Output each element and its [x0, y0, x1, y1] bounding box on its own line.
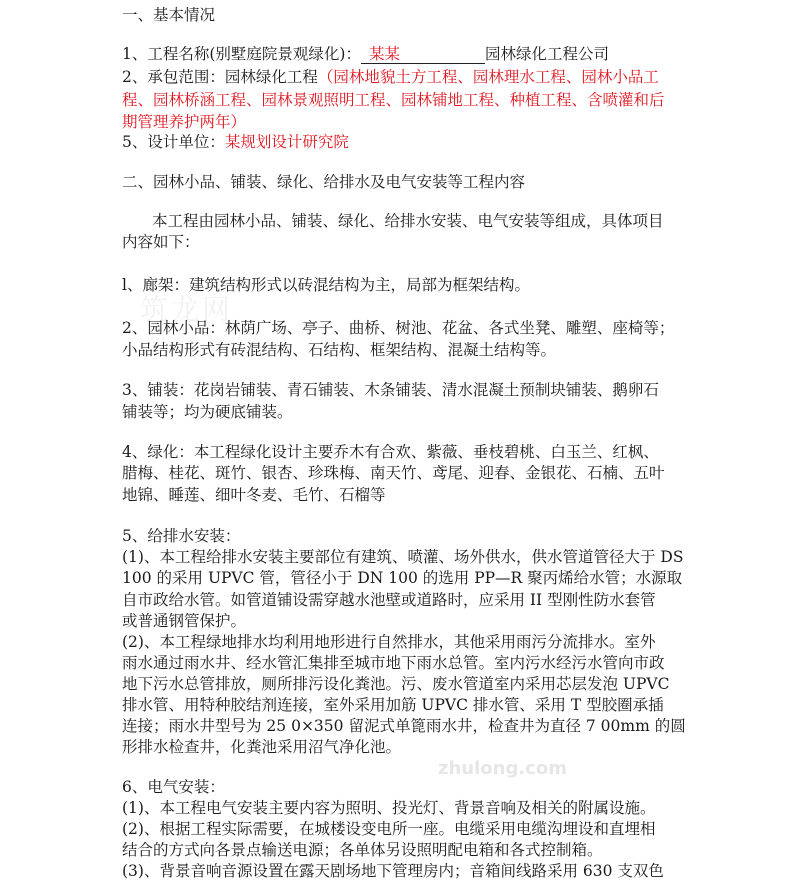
project-name-line	[122, 44, 609, 64]
design-unit-label: 5、设计单位：	[122, 133, 225, 151]
item-garden-features-2: 小品结构形式有砖混结构、石结构、框架结构、混凝土结构等。	[122, 341, 557, 359]
item-electrical-title: 6、电气安装：	[122, 778, 225, 796]
scope-text-1: （园林地貌土方工程、园林理水工程、园林小品工	[317, 68, 659, 86]
watermark-top: 筑龙网	[140, 293, 234, 326]
design-unit-line	[122, 132, 349, 152]
scope-label: 2、承包范围：园林绿化工程	[122, 68, 318, 86]
item-greening-3: 地锦、睡莲、细叶冬麦、毛竹、石榴等	[122, 486, 386, 504]
item-plumbing-line-7: 地下污水总管排放，厕所排污设化粪池。污、废水管道室内采用芯层发泡 UPVC	[122, 675, 670, 693]
scope-line-2: 程、园林桥涵工程、园林景观照明工程、园林铺地工程、种植工程、含喷灌和后	[122, 91, 665, 109]
item-greening-1: 4、绿化：本工程绿化设计主要乔木有合欢、紫薇、垂枝碧桃、白玉兰、红枫、	[122, 443, 659, 461]
item-electrical-line-1: (1)、本工程电气安装主要内容为照明、投光灯、背景音响及相关的附属设施。	[122, 799, 656, 817]
project-name-value: 某某	[361, 46, 485, 64]
item-electrical-line-3: 结合的方式向各景点输送电源；各单体另设照明配电箱和各式控制箱。	[122, 841, 603, 859]
intro-line-1: 本工程由园林小品、铺装、绿化、给排水安装、电气安装等组成，具体项目	[152, 212, 664, 230]
watermark-bottom: zhulong.com	[438, 758, 567, 779]
design-unit-value: 某规划设计研究院	[224, 133, 349, 151]
item-garden-features-1: 2、园林小品：林荫广场、亭子、曲桥、树池、花盆、各式坐凳、雕塑、座椅等；	[122, 319, 675, 337]
item-electrical-line-2: (2)、根据工程实际需要，在城楼设变电所一座。电缆采用电缆沟埋设和直埋相	[122, 820, 656, 838]
item-electrical-line-4: (3)、背景音响音源设置在露天剧场地下管理房内；音箱间线路采用 630 支双色	[122, 862, 664, 880]
item-plumbing-line-3: 自市政给水管。如管道铺设需穿越水池壁或道路时，应采用 II 型刚性防水套管	[122, 591, 656, 609]
heading-contents: 二、园林小品、铺装、绿化、给排水及电气安装等工程内容	[122, 173, 526, 191]
scope-line-3: 期管理养护两年）	[122, 113, 247, 131]
item-paving-1: 3、铺装：花岗岩铺装、青石铺装、木条铺装、清水混凝土预制块铺装、鹅卵石	[122, 381, 659, 399]
heading-basic-info: 一、基本情况	[122, 6, 216, 24]
item-plumbing-line-9: 连接；雨水井型号为 25 0×350 留泥式单篦雨水井，检查井为直径 7 00mm 的圆	[122, 717, 686, 735]
item-plumbing-line-5: (2)、本工程绿地排水均利用地形进行自然排水，其他采用雨污分流排水。室外	[122, 633, 656, 651]
item-plumbing-line-1: (1)、本工程给排水安装主要部位有建筑、喷灌、场外供水，供水管道管径大于 DS	[122, 548, 684, 566]
project-name-label: 1、工程名称(别墅庭院景观绿化)：	[122, 45, 361, 63]
item-plumbing-title: 5、给排水安装：	[122, 527, 241, 545]
intro-line-2: 内容如下：	[122, 233, 200, 251]
item-plumbing-line-10: 形排水检查井，化粪池采用沼气净化池。	[122, 738, 402, 756]
item-plumbing-line-4: 或普通钢管保护。	[122, 612, 247, 630]
item-paving-2: 铺装等；均为硬底铺装。	[122, 403, 293, 421]
item-plumbing-line-2: 100 的采用 UPVC 管，管径小于 DN 100 的选用 PP—R 聚丙烯给水管；水源取	[122, 569, 683, 587]
item-plumbing-line-8: 排水管、用特种胶结剂连接，室外采用加筋 UPVC 排水管、采用 T 型胶圈承插	[122, 696, 664, 714]
project-name-suffix: 园林绿化工程公司	[484, 45, 609, 63]
item-plumbing-line-6: 雨水通过雨水井、经水管汇集排至城市地下雨水总管。室内污水经污水管向市政	[122, 654, 665, 672]
item-pergola: l、廊架：建筑结构形式以砖混结构为主，局部为框架结构。	[122, 276, 530, 294]
scope-line-1	[122, 67, 659, 87]
item-greening-2: 腊梅、桂花、斑竹、银杏、珍珠梅、南天竹、鸢尾、迎春、金银花、石楠、五叶	[122, 464, 665, 482]
